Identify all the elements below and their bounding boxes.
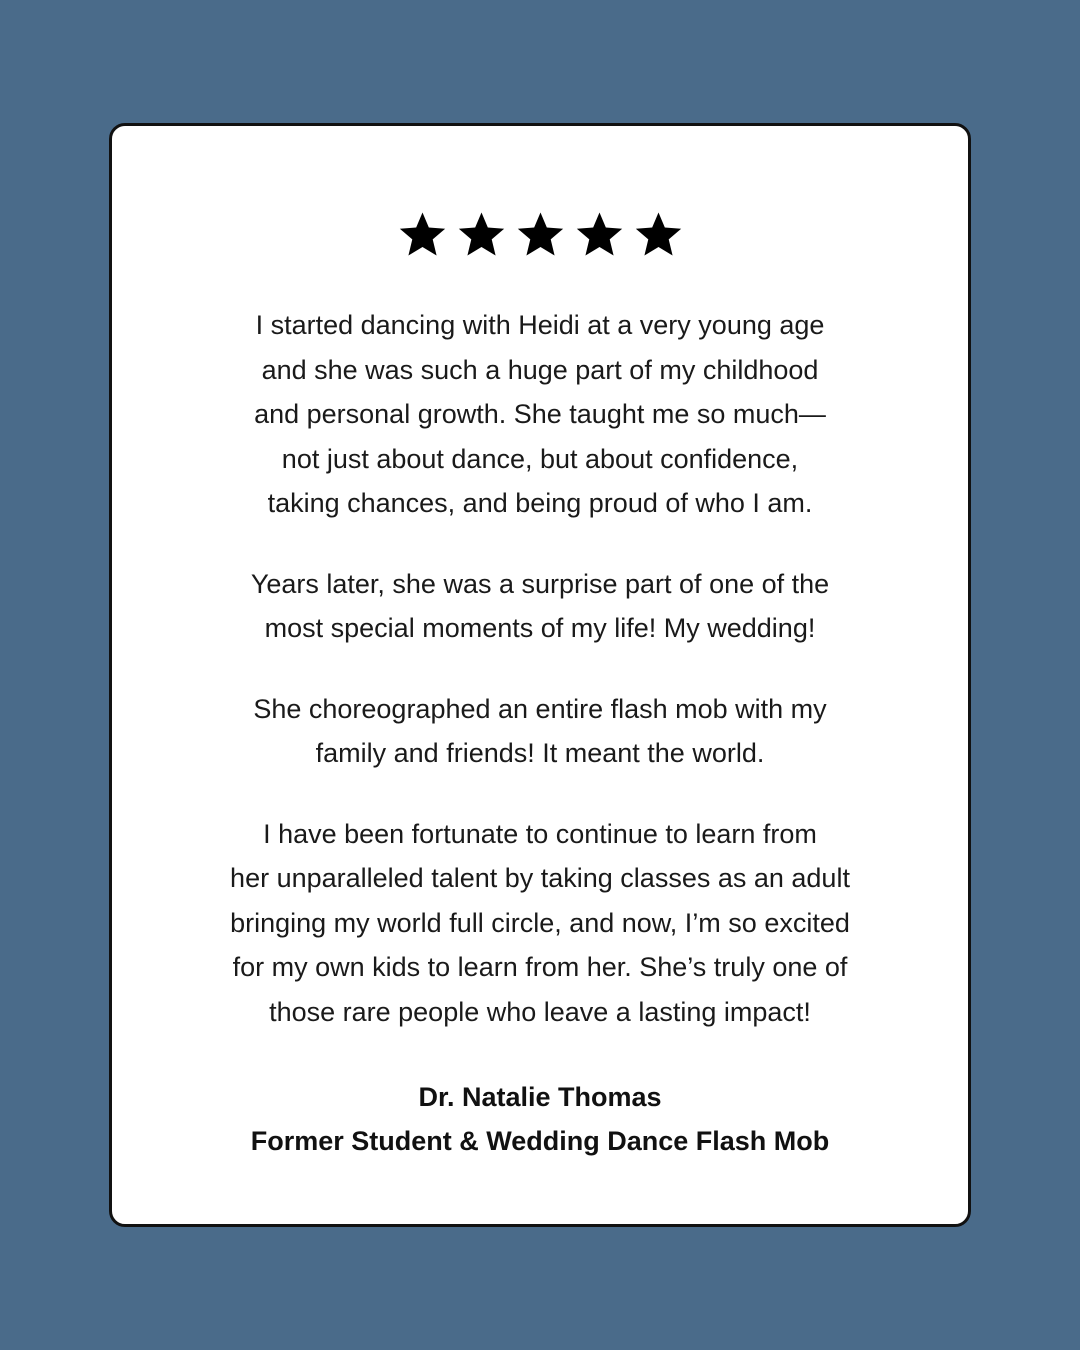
text-line: Years later, she was a surprise part of one of the <box>250 568 830 599</box>
testimonial-card <box>109 123 971 1227</box>
text-line: I have been fortunate to continue to learn from <box>263 818 817 849</box>
testimonial-paragraph <box>112 687 968 776</box>
text-line: taking chances, and being proud of who I am. <box>267 488 813 518</box>
testimonial-body <box>112 303 968 1070</box>
testimonial-paragraph <box>112 812 968 1035</box>
star-icon <box>575 210 624 259</box>
text-line: and she was such a huge part of my childhood <box>261 354 819 385</box>
star-icon <box>457 210 506 259</box>
star-icon <box>516 210 565 259</box>
text-line: not just about dance, but about confidence, <box>281 443 799 474</box>
testimonial-paragraph <box>112 303 968 526</box>
text-line: most special moments of my life! My wedding! <box>264 613 816 643</box>
text-line: She choreographed an entire flash mob with my <box>253 693 827 724</box>
text-line: I started dancing with Heidi at a very young age <box>255 310 825 340</box>
star-icon <box>634 210 683 259</box>
text-line: for my own kids to learn from her. She’s truly one of <box>232 952 848 982</box>
text-line: and personal growth. She taught me so much— <box>254 399 826 429</box>
text-line: her unparalleled talent by taking classes as an adult <box>230 863 850 893</box>
author-signature <box>112 1075 968 1163</box>
text-line: family and friends! It meant the world. <box>315 738 765 768</box>
text-line: those rare people who leave a lasting impact! <box>269 996 811 1027</box>
author-name: Dr. Natalie Thomas <box>418 1082 662 1112</box>
star-icon <box>398 210 447 259</box>
text-line: bringing my world full circle, and now, I’m so excited <box>230 907 850 938</box>
testimonial-paragraph <box>112 562 968 651</box>
author-role: Former Student & Wedding Dance Flash Mob <box>250 1126 830 1156</box>
star-rating <box>112 210 968 259</box>
